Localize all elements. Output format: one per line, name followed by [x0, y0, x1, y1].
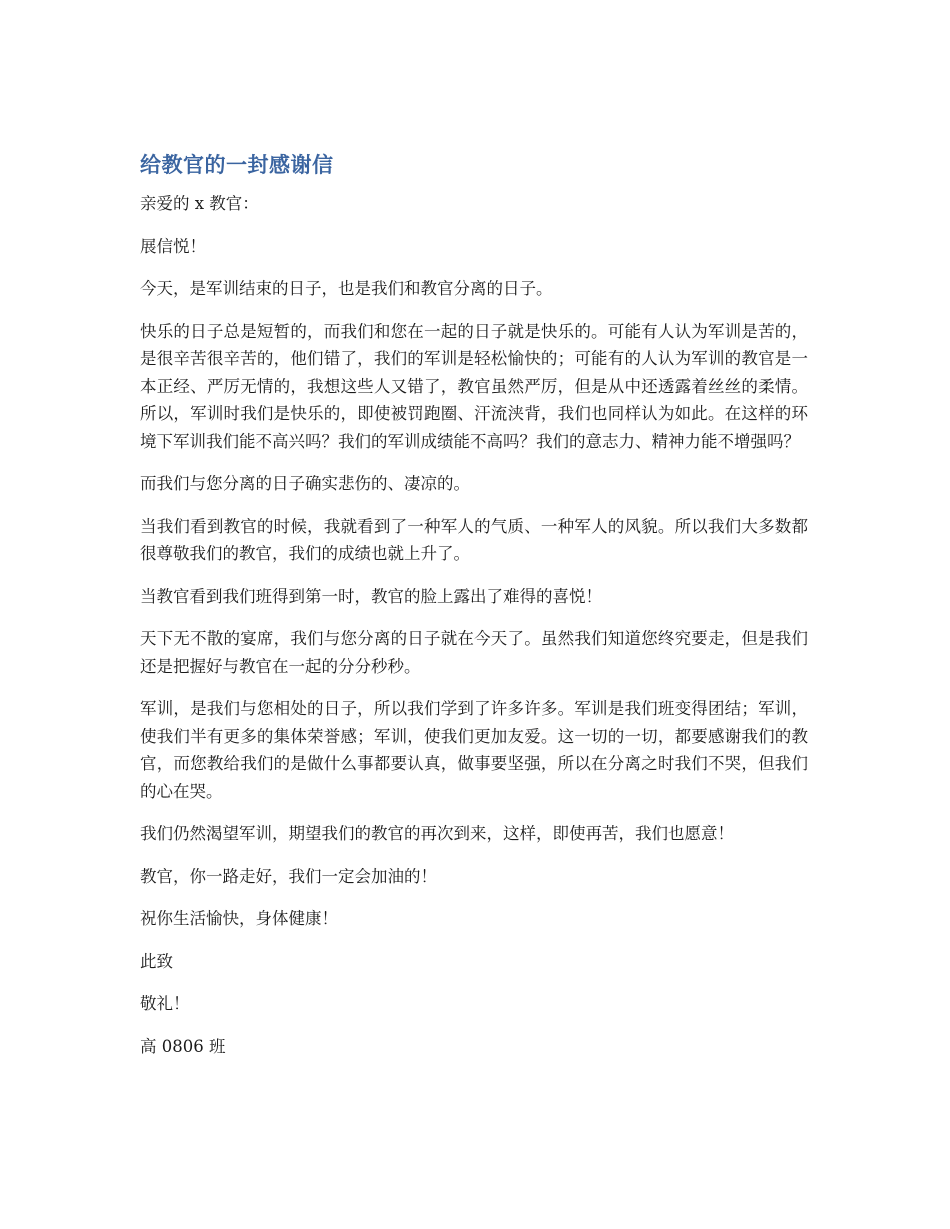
body-paragraph: 军训，是我们与您相处的日子，所以我们学到了许多许多。军训是我们班变得团结；军训，使我们半有更多的集体荣誉感；军训，使我们更加友爱。这一切的一切，都要感谢我们的教官，而您教给我们的是做什么事都要认真，做事要坚强，所以在分离之时我们不哭，但我们的心在哭。 — [140, 699, 808, 801]
document-page — [140, 150, 808, 1075]
body-paragraph: 当我们看到教官的时候，我就看到了一种军人的气质、一种军人的风貌。所以我们大多数都很尊敬我们的教官，我们的成绩也就上升了。 — [140, 516, 808, 563]
body-paragraph: 当教官看到我们班得到第一时，教官的脸上露出了难得的喜悦！ — [140, 586, 602, 606]
greeting: 展信悦！ — [140, 236, 206, 256]
salutation: 亲爱的 x 教官： — [140, 194, 259, 213]
body-paragraph: 而我们与您分离的日子确实悲伤的、凄凉的。 — [140, 474, 470, 493]
body-paragraph: 天下无不散的宴席，我们与您分离的日子就在今天了。虽然我们知道您终究要走，但是我们还是把握好与教官在一起的分分秒秒。 — [140, 629, 808, 676]
body-paragraph: 教官，你一路走好，我们一定会加油的！ — [140, 866, 437, 886]
body-paragraph: 我们仍然渴望军训，期望我们的教官的再次到来，这样，即使再苦，我们也愿意！ — [140, 824, 734, 843]
body-paragraph: 今天，是军训结束的日子，也是我们和教官分离的日子。 — [140, 279, 553, 298]
closing-wish: 祝你生活愉快，身体健康！ — [140, 909, 338, 928]
body-paragraph: 快乐的日子总是短暂的，而我们和您在一起的日子就是快乐的。可能有人认为军训是苦的，是很辛苦很辛苦的，他们错了，我们的军训是轻松愉快的；可能有的人认为军训的教官是一本正经、严厉无情的，我想这些人又错了，教官虽然严厉，但是从中还透露着丝丝的柔情。所以，军训时我们是快乐的，即使被罚跑圈、汗流浃背，我们也同样认为如此。在这样的环境下军训我们能不高兴吗？我们的军训成绩能不高吗？我们的意志力、精神力能不增强吗？ — [140, 321, 808, 451]
closing-phrase: 此致 — [140, 951, 173, 971]
closing-salute: 敬礼！ — [140, 994, 190, 1013]
signature: 高 0806 班 — [140, 1036, 226, 1056]
document-title: 给教官的一封感谢信 — [140, 153, 334, 177]
